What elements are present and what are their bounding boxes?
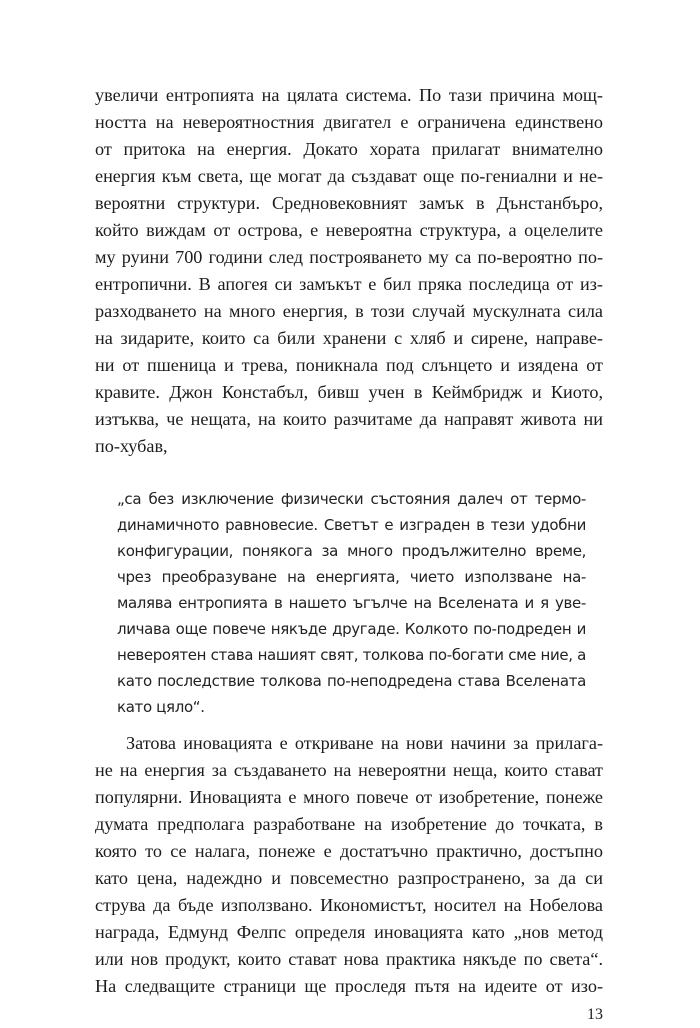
text-line: думата предполага разработване на изобретение до точката, в (95, 814, 603, 834)
text-line: струва да бъде използвано. Икономистът, носител на Нобелова (95, 895, 603, 915)
text-line: от притока на енергия. Докато хората прилагат внимателно (95, 139, 603, 159)
text-line: разходването на много енергия, в този случай мускулната сила (95, 301, 603, 321)
quote-line: чрез преобразуване на енергията, чието използване на- (117, 568, 586, 586)
text-line: кравите. Джон Констабъл, бивш учен в Кеймбридж и Киото, (95, 382, 603, 402)
text-line: ни от пшеница и трева, поникнала под слънцето и изядена от (95, 355, 603, 375)
text-line: вероятни структури. Средновековният замък в Дънстанбъро, (95, 193, 603, 213)
text-line: Затова иновацията е откриване на нови начини за прилага- (126, 733, 603, 753)
text-line: На следващите страници ще проследя пътя на идеите от изо- (95, 976, 603, 996)
text-line: награда, Едмунд Фелпс определя иновацията като „нов метод (95, 922, 603, 942)
text-line: ентропични. В апогея си замъкът е бил пряка последица от из- (95, 274, 603, 294)
text-line: като цена, надеждно и повсеместно разпространено, за да си (95, 868, 603, 888)
quote-line: личава още повече някъде другаде. Колкото по-подреден и (117, 620, 586, 638)
text-line: не на енергия за създаването на невероятни неща, които стават (95, 760, 603, 780)
text-line: който виждам от острова, е невероятна структура, а оцелелите (95, 220, 603, 240)
quote-line: малява ентропията в нашето ъгълче на Вселената и я уве- (117, 594, 586, 612)
quote-line: като последствие толкова по-неподредена става Вселената (117, 672, 586, 690)
quote-line: невероятен става нашият свят, толкова по-богати сме ние, а (117, 646, 586, 664)
quote-line: като цяло“. (117, 698, 205, 716)
text-line: по-хубав, (95, 436, 168, 456)
text-line: му руини 700 години след построяването му са по-вероятно по- (95, 247, 603, 267)
text-line: която то се налага, понеже е достатъчно практично, достъпно (95, 841, 603, 861)
text-line: увеличи ентропията на цялата система. По тази причина мощ- (95, 85, 603, 105)
quote-line: динамичното равновесие. Светът е изграден в тези удобни (117, 516, 586, 534)
text-line: или нов продукт, които стават нова практика някъде по света“. (95, 949, 603, 969)
text-line: енергия към света, ще могат да създават още по-гениални и не- (95, 166, 603, 186)
quote-line: конфигурации, понякога за много продължително време, (117, 542, 586, 560)
page-number: 13 (587, 1006, 603, 1023)
text-line: ността на невероятностния двигател е ограничена единствено (95, 112, 603, 132)
text-line: популярни. Иновацията е много повече от изобретение, понеже (95, 787, 603, 807)
quote-line: „са без изключение физически състояния далеч от термо- (117, 490, 586, 508)
text-line: на зидарите, които са били хранени с хляб и сирене, направе- (95, 328, 603, 348)
text-line: изтъква, че нещата, на които разчитаме да направят живота ни (95, 409, 603, 429)
